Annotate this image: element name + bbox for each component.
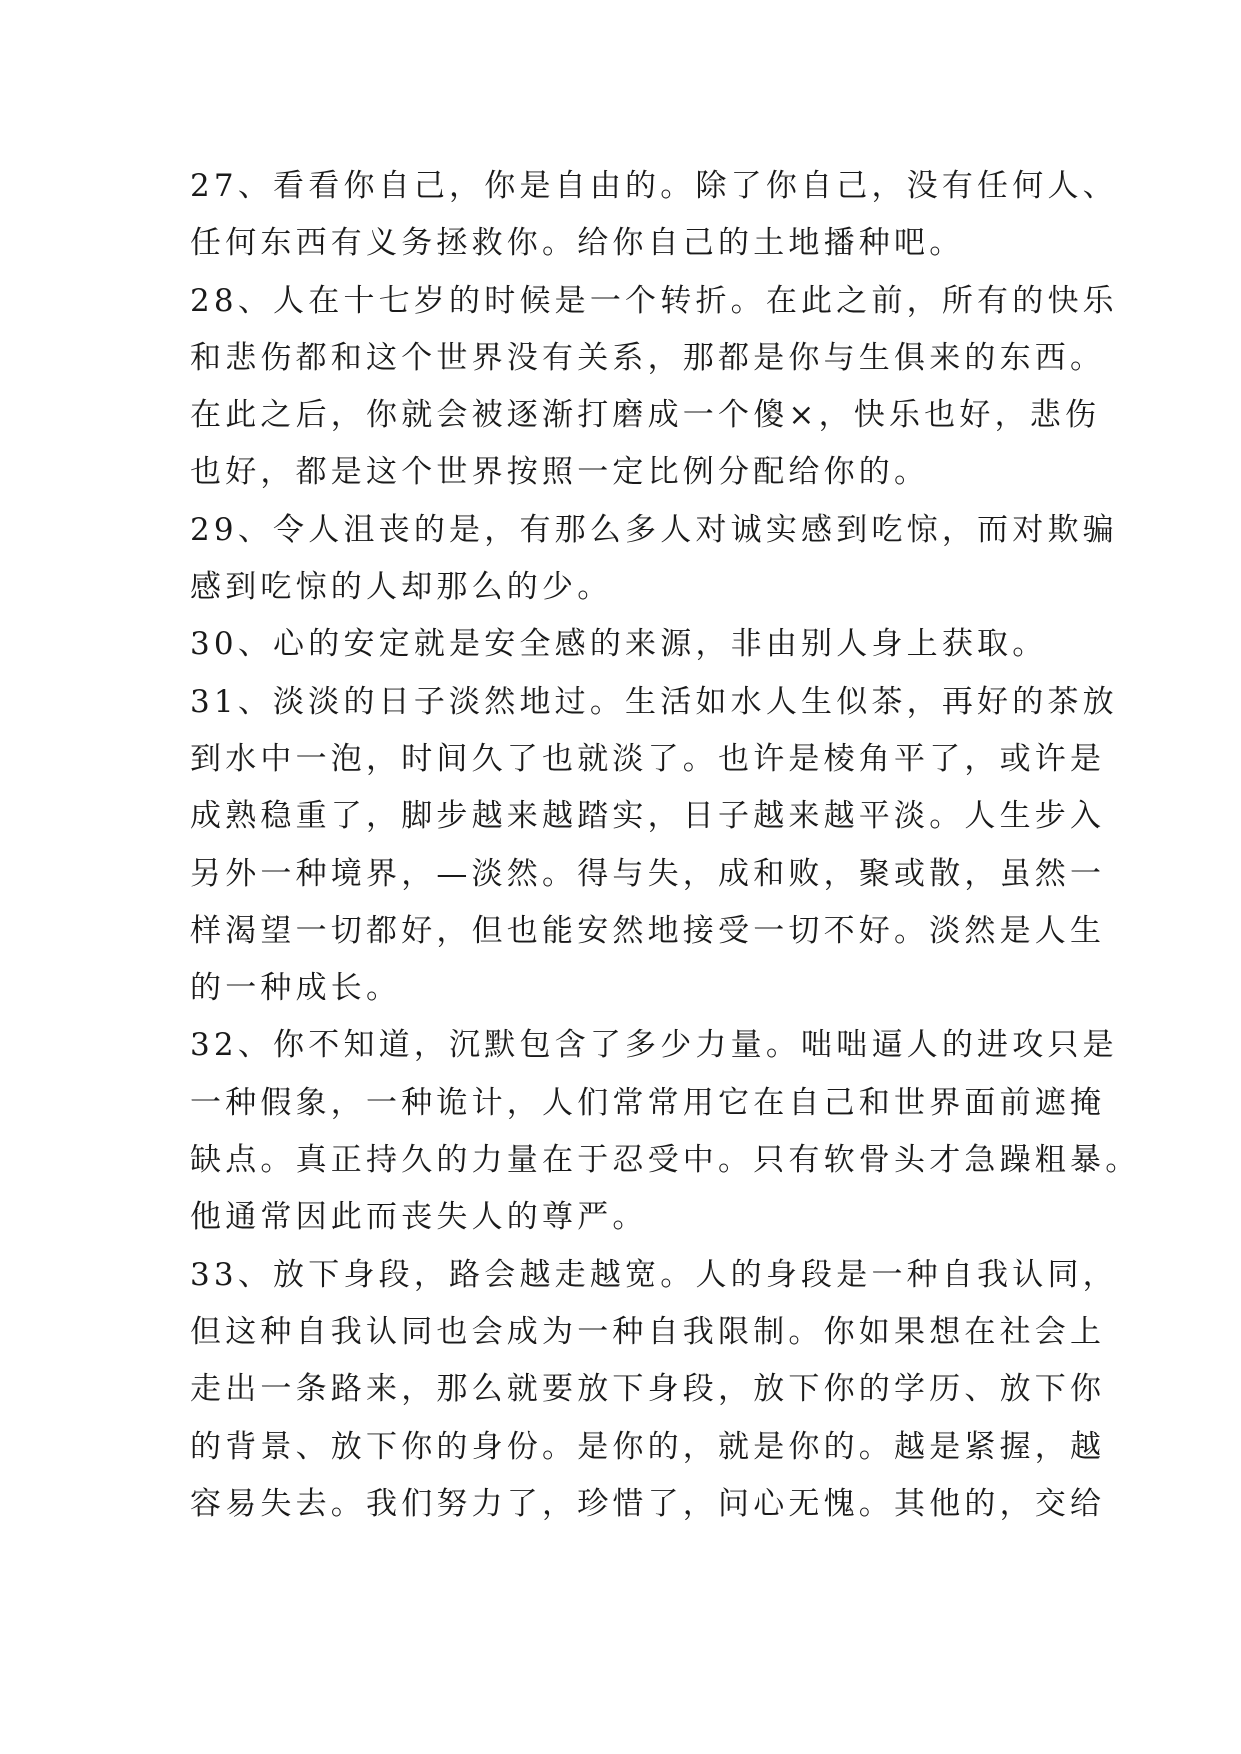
text-line: 样渴望一切都好，但也能安然地接受一切不好。淡然是人生: [190, 912, 1106, 949]
text-line: 31、淡淡的日子淡然地过。生活如水人生似茶，再好的茶放: [190, 683, 1118, 720]
text-line: 到水中一泡，时间久了也就淡了。也许是棱角平了，或许是: [190, 740, 1106, 777]
text-line: 他通常因此而丧失人的尊严。: [190, 1199, 648, 1236]
text-line: 33、放下身段，路会越走越宽。人的身段是一种自我认同，: [190, 1256, 1118, 1293]
text-line: 感到吃惊的人却那么的少。: [190, 569, 613, 606]
text-line: 的背景、放下你的身份。是你的，就是你的。越是紧握，越: [190, 1428, 1106, 1465]
text-line: 的一种成长。: [190, 970, 402, 1007]
text-line: 成熟稳重了，脚步越来越踏实，日子越来越平淡。人生步入: [190, 798, 1106, 835]
text-line: 走出一条路来，那么就要放下身段，放下你的学历、放下你: [190, 1371, 1106, 1408]
document-body: [190, 158, 1141, 1533]
text-line: 28、人在十七岁的时候是一个转折。在此之前，所有的快乐: [190, 282, 1118, 319]
text-line: 27、看看你自己，你是自由的。除了你自己，没有任何人、: [190, 168, 1118, 204]
text-line: 在此之后，你就会被逐渐打磨成一个傻×，快乐也好，悲伤: [190, 397, 1101, 434]
text-line: 但这种自我认同也会成为一种自我限制。你如果想在社会上: [190, 1313, 1106, 1350]
text-line: 和悲伤都和这个世界没有关系，那都是你与生俱来的东西。: [190, 339, 1106, 376]
text-line: 容易失去。我们努力了，珍惜了，问心无愧。其他的，交给: [190, 1485, 1106, 1522]
text-line: 32、你不知道，沉默包含了多少力量。咄咄逼人的进攻只是: [190, 1027, 1118, 1064]
text-line: 另外一种境界，—淡然。得与失，成和败，聚或散，虽然一: [190, 855, 1106, 892]
text-line: 任何东西有义务拯救你。给你自己的土地播种吧。: [190, 225, 965, 262]
text-line: 一种假象，一种诡计，人们常常用它在自己和世界面前遮掩: [190, 1084, 1106, 1121]
text-line: 也好，都是这个世界按照一定比例分配给你的。: [190, 454, 930, 491]
text-line: 29、令人沮丧的是，有那么多人对诚实感到吃惊，而对欺骗: [190, 511, 1118, 548]
text-line: 30、心的安定就是安全感的来源，非由别人身上获取。: [190, 626, 1048, 663]
text-line: 缺点。真正持久的力量在于忍受中。只有软骨头才急躁粗暴。: [190, 1142, 1141, 1179]
